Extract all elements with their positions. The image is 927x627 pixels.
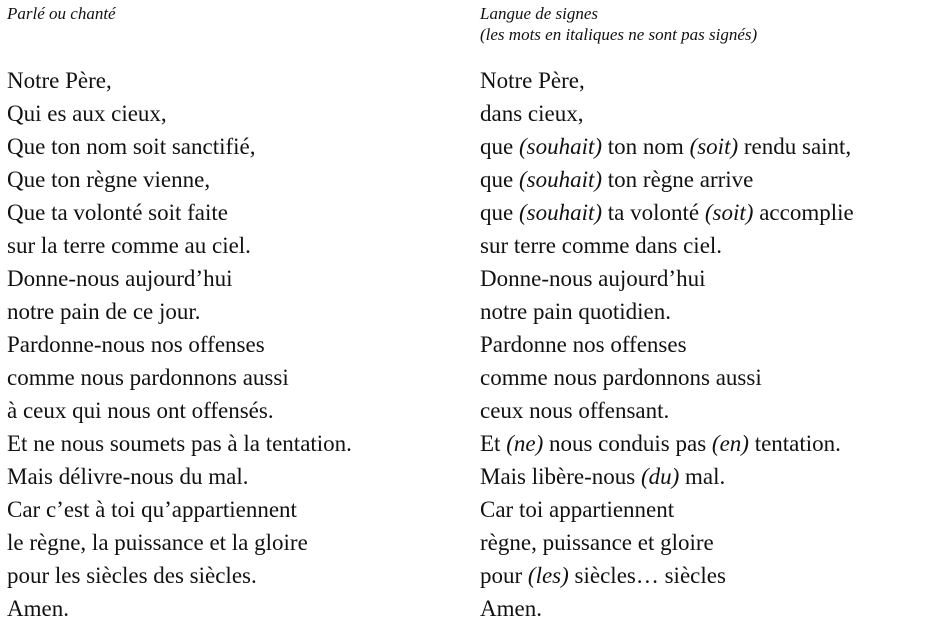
spoken-prayer-lines — [7, 64, 352, 625]
sign-line — [480, 592, 854, 625]
unsigned-word: (les) — [527, 563, 569, 588]
unsigned-word: (ne) — [506, 431, 544, 456]
signed-text: que — [480, 134, 519, 159]
sign-line — [480, 460, 854, 493]
spoken-line: pour les siècles des siècles. — [7, 563, 257, 588]
sign-line — [480, 295, 854, 328]
signed-text: Amen. — [480, 596, 542, 621]
unsigned-word: (soit) — [704, 200, 754, 225]
spoken-line: Que ta volonté soit faite — [7, 200, 228, 225]
sign-line — [480, 493, 854, 526]
unsigned-word: (souhait) — [518, 167, 603, 192]
signed-text: Pardonne nos offenses — [480, 332, 687, 357]
signed-text: ta volonté — [602, 200, 705, 225]
spoken-line: Que ton nom soit sanctifié, — [7, 134, 256, 159]
spoken-line: notre pain de ce jour. — [7, 299, 201, 324]
unsigned-word: (souhait) — [518, 134, 603, 159]
sign-line — [480, 394, 854, 427]
sign-line — [480, 130, 854, 163]
sign-line — [480, 97, 854, 130]
spoken-line: Notre Père, — [7, 68, 112, 93]
spoken-line: Pardonne-nous nos offenses — [7, 332, 265, 357]
signed-text: sur terre comme dans ciel. — [480, 233, 723, 258]
signed-text: ton règne arrive — [602, 167, 754, 192]
spoken-column — [7, 0, 462, 621]
signed-text: tentation. — [748, 431, 841, 456]
signed-text: ton nom — [602, 134, 690, 159]
spoken-line: Amen. — [7, 596, 69, 621]
sign-language-column — [480, 0, 925, 621]
unsigned-word: (soit) — [689, 134, 739, 159]
signed-text: nous conduis pas — [543, 431, 712, 456]
signed-text: Donne-nous aujourd’hui — [480, 266, 706, 291]
signed-text: mal. — [679, 464, 726, 489]
sign-line — [480, 526, 854, 559]
spoken-line: Donne-nous aujourd’hui — [7, 266, 233, 291]
sign-heading-text: Langue de signes — [480, 4, 599, 23]
signed-text: dans cieux, — [480, 101, 584, 126]
signed-text: siècles… siècles — [568, 563, 726, 588]
sign-line — [480, 262, 854, 295]
signed-text: pour — [480, 563, 528, 588]
sign-line — [480, 427, 854, 460]
spoken-line: Et ne nous soumets pas à la tentation. — [7, 431, 352, 456]
spoken-line: Qui es aux cieux, — [7, 101, 167, 126]
sign-line — [480, 196, 854, 229]
spoken-line: à ceux qui nous ont offensés. — [7, 398, 274, 423]
sign-line — [480, 559, 854, 592]
spoken-line: sur la terre comme au ciel. — [7, 233, 251, 258]
spoken-line: Mais délivre-nous du mal. — [7, 464, 249, 489]
signed-text: Car toi appartiennent — [480, 497, 675, 522]
signed-text: que — [480, 200, 519, 225]
signed-text: Et — [480, 431, 507, 456]
unsigned-word: (souhait) — [518, 200, 603, 225]
spoken-line: Que ton règne vienne, — [7, 167, 211, 192]
spoken-line: Car c’est à toi qu’appartiennent — [7, 497, 297, 522]
unsigned-word: (du) — [640, 464, 680, 489]
spoken-heading — [7, 3, 462, 24]
unsigned-word: (en) — [711, 431, 749, 456]
signed-text: Mais libère-nous — [480, 464, 641, 489]
signed-text: que — [480, 167, 519, 192]
signed-text: Notre Père, — [480, 68, 585, 93]
spoken-heading-text: Parlé ou chanté — [7, 4, 116, 23]
sign-line — [480, 229, 854, 262]
sign-line — [480, 64, 854, 97]
sign-line — [480, 328, 854, 361]
sign-line — [480, 361, 854, 394]
signed-text: comme nous pardonnons aussi — [480, 365, 762, 390]
sign-line — [480, 163, 854, 196]
sign-heading — [480, 3, 925, 45]
signed-text: accomplie — [753, 200, 854, 225]
signed-text: notre pain quotidien. — [480, 299, 671, 324]
signed-text: ceux nous offensant. — [480, 398, 670, 423]
spoken-line: le règne, la puissance et la gloire — [7, 530, 308, 555]
signed-text: règne, puissance et gloire — [480, 530, 714, 555]
sign-prayer-lines — [480, 64, 854, 625]
spoken-line: comme nous pardonnons aussi — [7, 365, 289, 390]
signed-text: rendu saint, — [738, 134, 852, 159]
sign-subheading-text: (les mots en italiques ne sont pas signés) — [480, 25, 758, 44]
